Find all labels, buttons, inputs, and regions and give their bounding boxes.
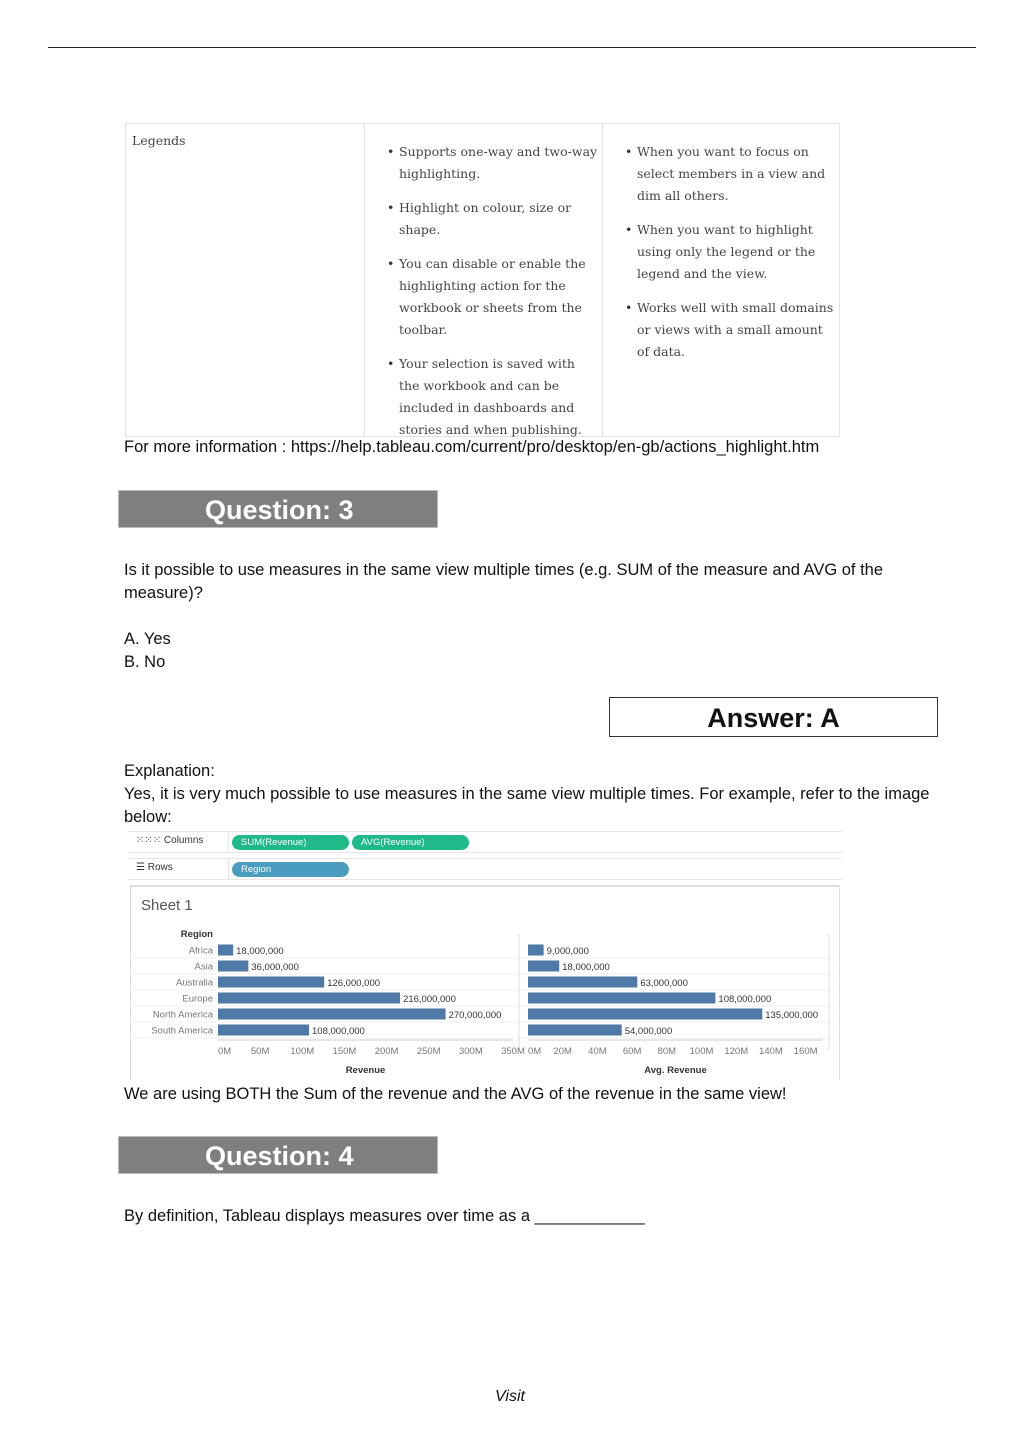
data-label: 135,000,000 <box>765 1010 819 1021</box>
data-label: 9,000,000 <box>546 946 589 957</box>
bar <box>528 1025 622 1036</box>
bar <box>218 945 233 956</box>
list-item: • Highlight on colour, size or shape. <box>387 197 598 241</box>
axis-title: Avg. Revenue <box>644 1065 707 1076</box>
category-label: Australia <box>176 977 213 989</box>
answer-text: Answer: A <box>707 703 840 733</box>
explanation-text: Yes, it is very much possible to use measures in the same view multiple times. For example, refer to the image below: <box>124 785 930 826</box>
tick-label: 50M <box>250 1046 270 1057</box>
option-a: A. Yes <box>124 630 171 648</box>
rows-label: ☰ Rows <box>136 862 173 873</box>
axis-title: Revenue <box>345 1065 386 1076</box>
category-label: Asia <box>194 961 213 973</box>
tick-label: 0M <box>218 1046 232 1057</box>
tick-label: 40M <box>588 1046 607 1057</box>
row-header: Region <box>180 929 213 940</box>
question-4-title: Question: 4 <box>205 1141 354 1171</box>
tableau-screenshot <box>128 830 842 1080</box>
category-label: South America <box>151 1025 213 1037</box>
list-item: • When you want to focus on select members in a view and dim all others. <box>625 141 835 207</box>
bar <box>528 1009 762 1020</box>
top-rule <box>48 47 976 48</box>
tick-label: 100M <box>689 1046 714 1057</box>
bar <box>528 993 715 1004</box>
category-label: Africa <box>188 945 213 957</box>
data-label: 18,000,000 <box>236 946 284 957</box>
tick-label: 60M <box>622 1046 642 1057</box>
footer-visit: Visit <box>495 1388 525 1405</box>
data-label: 108,000,000 <box>718 994 772 1005</box>
rows-icon: ☰ <box>136 862 145 873</box>
bar <box>218 1009 446 1020</box>
data-label: 63,000,000 <box>640 978 688 989</box>
option-b: B. No <box>124 653 166 671</box>
data-label: 36,000,000 <box>251 962 299 973</box>
after-image-text: We are using BOTH the Sum of the revenue and the AVG of the revenue in the same view! <box>124 1085 787 1103</box>
answer-box <box>609 697 938 737</box>
legends-table <box>125 123 840 437</box>
more-info-text: For more information : https://help.tableau.com/current/pro/desktop/en-gb/actions_highlight.htm <box>124 438 820 456</box>
bar-chart <box>128 830 842 1080</box>
tick-label: 300M <box>458 1046 483 1057</box>
region-pill[interactable]: Region <box>232 862 349 877</box>
explanation-label: Explanation: <box>124 762 215 780</box>
tick-label: 100M <box>290 1046 315 1057</box>
tick-label: 200M <box>374 1046 399 1057</box>
question-3-text: Is it possible to use measures in the same view multiple times (e.g. SUM of the measure and AVG of the measure)? <box>124 561 884 602</box>
legends-details-cell <box>365 124 603 436</box>
bar <box>528 977 637 988</box>
bar <box>218 977 324 988</box>
tick-label: 350M <box>501 1046 525 1057</box>
tick-label: 150M <box>332 1046 357 1057</box>
legends-feature-cell <box>126 124 365 436</box>
tick-label: 140M <box>759 1046 783 1057</box>
tick-label: 20M <box>553 1046 572 1057</box>
category-label: North America <box>152 1009 213 1021</box>
data-label: 126,000,000 <box>327 978 381 989</box>
question-4-banner <box>118 1136 438 1174</box>
legends-feature-label: Legends <box>132 133 186 148</box>
list-item: • When you want to highlight using only the legend or the legend and the view. <box>625 219 835 285</box>
data-label: 54,000,000 <box>624 1026 673 1037</box>
columns-icon: ⁙⁙⁙ <box>136 835 162 846</box>
data-label: 108,000,000 <box>312 1026 365 1037</box>
bar <box>528 945 544 956</box>
columns-label: ⁙⁙⁙ Columns <box>136 835 204 846</box>
bar <box>528 961 559 972</box>
question-4-text: By definition, Tableau displays measures over time as a ____________ <box>124 1207 645 1225</box>
bar <box>218 993 400 1004</box>
sheet-title: Sheet 1 <box>141 897 193 914</box>
data-label: 18,000,000 <box>562 962 610 973</box>
category-label: Europe <box>182 993 213 1005</box>
avg-revenue-pill[interactable]: AVG(Revenue) <box>352 835 469 850</box>
question-3-title: Question: 3 <box>205 495 354 525</box>
question-3-banner <box>118 490 438 528</box>
legends-usage-cell <box>603 124 839 436</box>
list-item: • Supports one-way and two-way highlighting. <box>387 141 598 185</box>
tick-label: 160M <box>793 1046 818 1057</box>
data-label: 216,000,000 <box>403 994 456 1005</box>
tick-label: 250M <box>416 1046 441 1057</box>
bar <box>218 1025 309 1036</box>
list-item: • Works well with small domains or views with a small amount of data. <box>625 297 835 363</box>
tick-label: 0M <box>528 1046 542 1057</box>
list-item: • Your selection is saved with the workbook and can be included in dashboards and stories and when publishing. <box>387 353 598 441</box>
bar <box>218 961 248 972</box>
tick-label: 80M <box>657 1046 677 1057</box>
data-label: 270,000,000 <box>448 1010 502 1021</box>
list-item: • You can disable or enable the highlighting action for the workbook or sheets from the toolbar. <box>387 253 598 341</box>
sum-revenue-pill[interactable]: SUM(Revenue) <box>232 835 349 850</box>
tick-label: 120M <box>724 1046 749 1057</box>
